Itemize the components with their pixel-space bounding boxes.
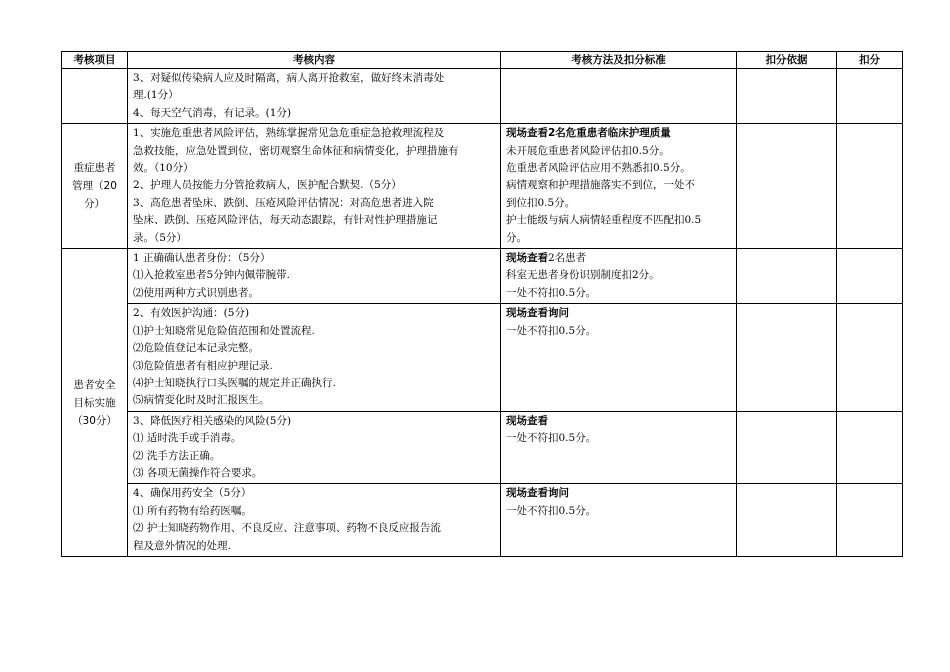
- content-line: 坠床、跌倒、压疮风险评估，每天动态跟踪，有针对性护理措施记: [133, 214, 438, 227]
- content-line: 效。（10分）: [133, 162, 194, 175]
- content-line: 4、确保用药安全（5分）: [133, 487, 252, 500]
- method-line: 病情观察和护理措施落实不到位，一处不: [506, 179, 695, 192]
- content-line: 2、护理人员按能力分管抢救病人，医护配合默契.（5分）: [133, 179, 402, 192]
- basis-cell: [737, 249, 837, 304]
- method-cell: [501, 304, 737, 411]
- category-cell: [62, 124, 128, 249]
- method-heading: 现场查看询问: [506, 487, 569, 500]
- category-cell: [62, 249, 128, 557]
- content-line: ⑴ 适时洗手或手消毒。: [133, 432, 242, 445]
- category-cell-empty: [62, 69, 128, 124]
- content-line: ⑴护士知晓常见危险值范围和处置流程.: [133, 324, 315, 337]
- content-line: 理.(1分）: [133, 89, 179, 102]
- content-line: 1 正确确认患者身份：（5分）: [133, 252, 271, 265]
- content-cell: [128, 304, 501, 411]
- method-line: 一处不符扣0.5分。: [506, 324, 597, 337]
- content-line: ⑴入抢救室患者5分钟内佩带腕带.: [133, 269, 291, 282]
- method-heading-rest: 2名患者: [548, 252, 587, 265]
- method-cell: [501, 249, 737, 304]
- header-deduction: 扣分: [837, 52, 903, 69]
- method-line: 危重患者风险评估应用不熟悉扣0.5分。: [506, 162, 691, 175]
- deduction-cell: [837, 69, 903, 124]
- method-line: 一处不符扣0.5分。: [506, 286, 597, 299]
- content-line: ⑵危险值登记本记录完整。: [133, 342, 259, 355]
- basis-cell: [737, 304, 837, 411]
- content-line: ⑵ 洗手方法正确。: [133, 449, 221, 462]
- deduction-cell: [837, 411, 903, 484]
- content-line: ⑵使用两种方式识别患者。: [133, 286, 259, 299]
- content-cell: [128, 411, 501, 484]
- basis-cell: [737, 484, 837, 557]
- content-line: 程及意外情况的处理.: [133, 539, 231, 552]
- method-line: 护士能级与病人病情轻重程度不匹配扣0.5: [506, 214, 702, 227]
- deduction-cell: [837, 249, 903, 304]
- content-line: 4、每天空气消毒，有记录。(1分): [133, 106, 292, 119]
- table-row: [62, 124, 903, 249]
- content-cell: [128, 484, 501, 557]
- basis-cell: [737, 69, 837, 124]
- content-line: ⑶危险值患者有相应护理记录.: [133, 359, 273, 372]
- method-line: 到位扣0.5分。: [506, 196, 576, 209]
- content-cell: [128, 69, 501, 124]
- method-line: 科室无患者身份识别制度扣2分。: [506, 269, 660, 282]
- content-line: 3、高危患者坠床、跌倒、压疮风险评估情况：对高危患者进入院: [133, 196, 434, 209]
- table-row: [62, 411, 903, 484]
- header-method: 考核方法及扣分标准: [501, 52, 737, 69]
- method-cell: [501, 411, 737, 484]
- content-line: ⑵ 护士知晓药物作用、不良反应、注意事项、药物不良反应报告流: [133, 522, 441, 535]
- content-line: ⑴ 所有药物有给药医嘱。: [133, 504, 252, 517]
- content-line: ⑶ 各项无菌操作符合要求。: [133, 466, 263, 479]
- table-row: [62, 69, 903, 124]
- content-line: ⑷护士知晓执行口头医嘱的规定并正确执行.: [133, 376, 336, 389]
- table-row: [62, 249, 903, 304]
- method-heading: 现场查看: [506, 414, 548, 427]
- deduction-cell: [837, 484, 903, 557]
- content-line: 2、有效医护沟通：(5分): [133, 307, 250, 320]
- category-label: 目标实施: [73, 396, 116, 409]
- method-line: 分。: [506, 231, 527, 244]
- content-line: 急救技能，应急处置到位，密切观察生命体征和病情变化，护理措施有: [133, 144, 459, 157]
- method-heading-line: [506, 250, 731, 267]
- content-line: 3、对疑似传染病人应及时隔离，病人离开抢救室，做好终末消毒处: [133, 72, 445, 84]
- table-row: [62, 484, 903, 557]
- category-label: 患者安全: [73, 378, 116, 391]
- method-heading: 现场查看: [506, 252, 548, 265]
- method-cell: [501, 124, 737, 249]
- method-line: 一处不符扣0.5分。: [506, 504, 597, 517]
- method-line: 未开展危重患者风险评估扣0.5分。: [506, 144, 670, 157]
- content-line: 1、实施危重患者风险评估，熟练掌握常见急危重症急抢救理流程及: [133, 127, 445, 140]
- category-label: （30分）: [72, 414, 117, 427]
- content-line: ⑸病情变化时及时汇报医生。: [133, 394, 270, 407]
- content-line: 3、降低医疗相关感染的风险(5分): [133, 414, 292, 427]
- method-cell: [501, 484, 737, 557]
- deduction-cell: [837, 304, 903, 411]
- category-label: 管理（20: [72, 180, 117, 193]
- method-heading: 现场查看2名危重患者临床护理质量: [506, 127, 671, 140]
- basis-cell: [737, 411, 837, 484]
- header-content: 考核内容: [128, 52, 501, 69]
- method-heading: 现场查看询问: [506, 307, 569, 320]
- deduction-cell: [837, 124, 903, 249]
- content-cell: [128, 124, 501, 249]
- category-label: 重症患者: [73, 162, 116, 175]
- method-cell: [501, 69, 737, 124]
- header-basis: 扣分依据: [737, 52, 837, 69]
- basis-cell: [737, 124, 837, 249]
- content-cell: [128, 249, 501, 304]
- header-item: 考核项目: [62, 52, 128, 69]
- method-line: 一处不符扣0.5分。: [506, 432, 597, 445]
- category-label: 分）: [84, 198, 105, 211]
- table-header-row: [62, 52, 903, 69]
- content-line: 录。（5分）: [133, 231, 187, 244]
- table-row: [62, 304, 903, 411]
- assessment-table: [61, 51, 903, 557]
